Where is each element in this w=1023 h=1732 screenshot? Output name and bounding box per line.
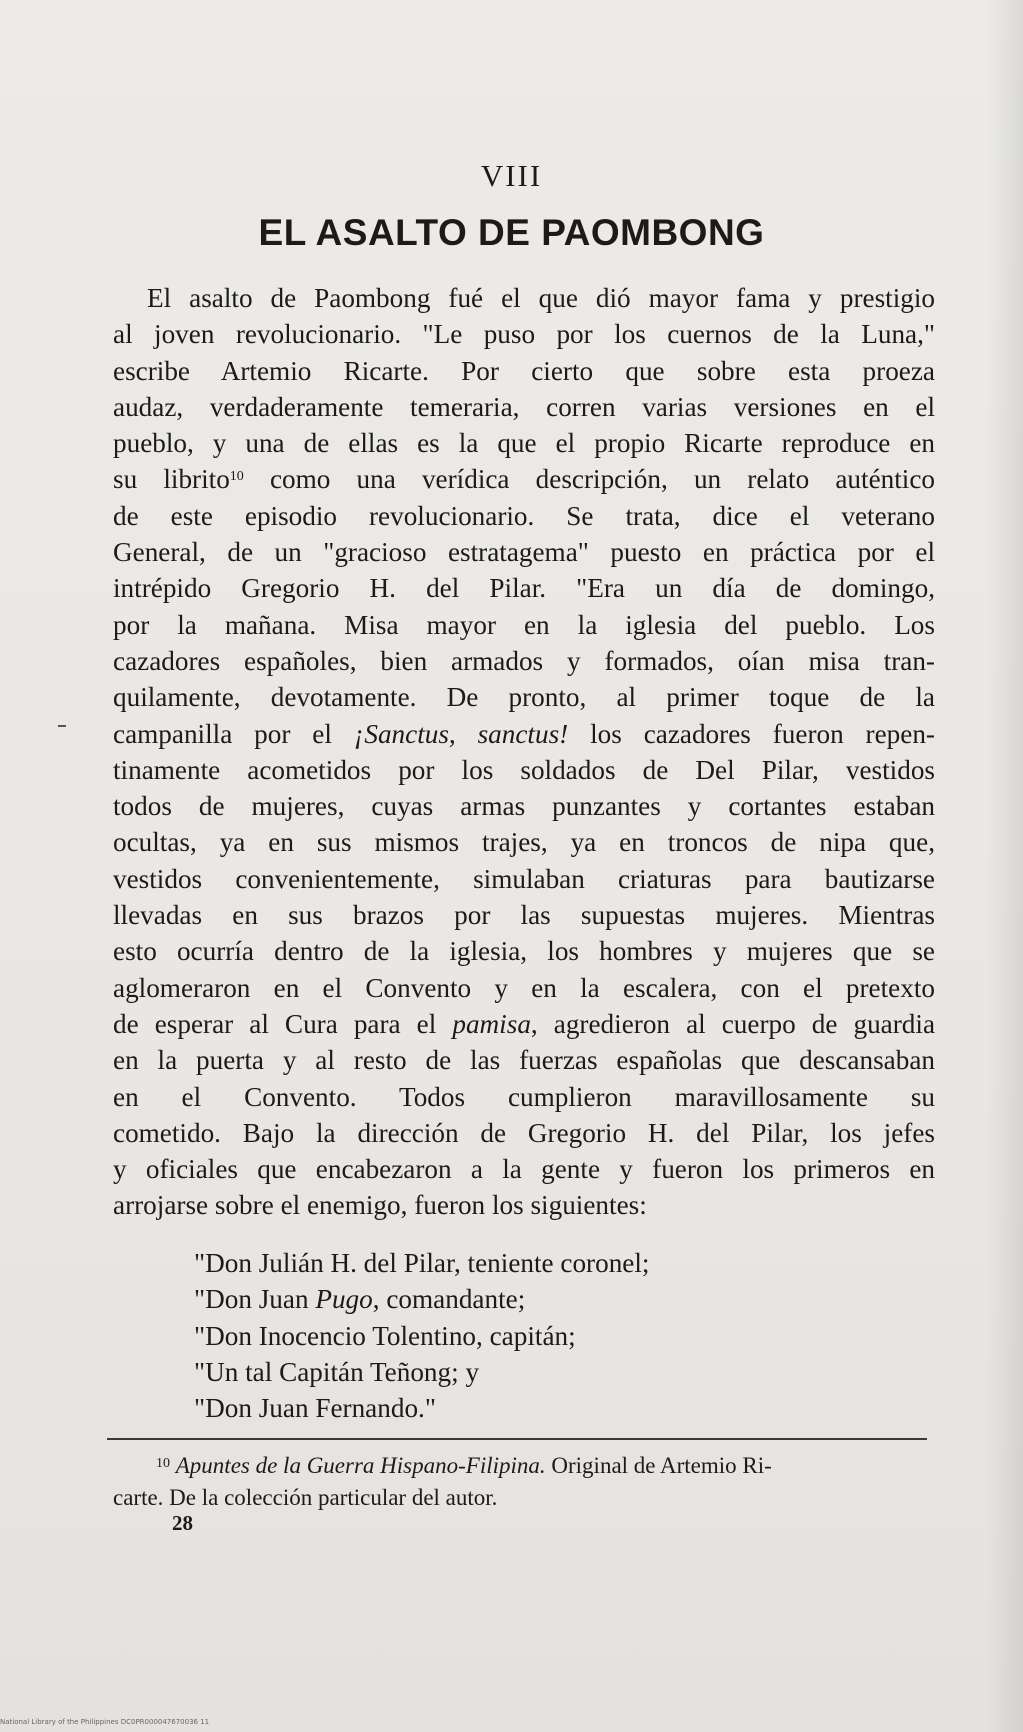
text-fragment: como una verídica descripción, un relato auténtico — [269, 464, 935, 495]
text-line — [113, 1006, 935, 1042]
list-item — [194, 1281, 649, 1317]
text-line: escribe Artemio Ricarte. Por cierto que sobre esta proeza — [113, 355, 935, 386]
text-fragment: su librito — [113, 464, 230, 495]
text-line: cazadores españoles, bien armados y formados, oían misa tran- — [113, 645, 935, 676]
text-line: en la puerta y al resto de las fuerzas españolas que descansaban — [113, 1045, 935, 1076]
text-line — [113, 461, 935, 497]
text-line: cometido. Bajo la dirección de Gregorio H. del Pilar, los jefes — [113, 1117, 935, 1148]
text-line: arrojarse sobre el enemigo, fueron los siguientes: — [113, 1190, 647, 1221]
chapter-number: VIII — [480, 158, 543, 193]
text-fragment: de esperar al Cura para el — [113, 1008, 453, 1039]
text-fragment: , agredieron al cuerpo de guardia — [530, 1008, 935, 1039]
text-line — [113, 716, 935, 752]
text-line: intrépido Gregorio H. del Pilar. "Era un día de domingo, — [113, 573, 935, 604]
scan-mark — [58, 725, 66, 727]
footnote-reference: 10 — [229, 469, 244, 485]
text-line: de este episodio revolucionario. Se trata, dice el veterano — [113, 500, 935, 531]
text-line: ocultas, ya en sus mismos trajes, ya en troncos de nipa que, — [113, 827, 935, 858]
text-line: General, de un "gracioso estratagema" puesto en práctica por el — [113, 537, 935, 568]
text-line: El asalto de Paombong fué el que dió mayor fama y prestigio — [147, 283, 935, 313]
text-line: en el Convento. Todos cumplieron maravillosamente su — [113, 1081, 935, 1112]
text-line: pueblo, y una de ellas es la que el propio Ricarte reproduce en — [113, 428, 935, 459]
page-edge-shadow — [987, 0, 1023, 1732]
footnote-source-title: Apuntes de la Guerra Hispano-Filipina. — [175, 1453, 546, 1478]
italic-fragment: Pugo — [315, 1284, 373, 1315]
text-fragment: "Don Juan — [194, 1284, 316, 1315]
officers-list — [194, 1245, 649, 1426]
text-line: al joven revolucionario. "Le puso por los cuernos de la Luna," — [113, 319, 935, 350]
body-paragraph — [113, 280, 935, 1224]
chapter-title: EL ASALTO DE PAOMBONG — [258, 212, 765, 253]
list-item: "Don Juan Fernando." — [194, 1393, 436, 1424]
archive-caption: National Library of the Philippines DC0PR000047670036 11 — [0, 1718, 210, 1726]
text-line: aglomeraron en el Convento y en la escalera, con el pretexto — [113, 972, 935, 1003]
text-line: vestidos convenientemente, simulaban criaturas para bautizarse — [113, 863, 935, 894]
footnote-line: carte. De la colección particular del autor. — [113, 1485, 498, 1510]
text-line: tinamente acometidos por los soldados de Del Pilar, vestidos — [113, 754, 935, 785]
text-line: quilamente, devotamente. De pronto, al primer toque de la — [113, 682, 935, 713]
footnote-divider — [107, 1438, 927, 1440]
text-fragment: , comandante; — [372, 1284, 526, 1315]
footnote-line — [113, 1450, 933, 1482]
list-item: "Don Julián H. del Pilar, teniente coronel; — [194, 1248, 650, 1278]
list-item: "Don Inocencio Tolentino, capitán; — [194, 1320, 576, 1351]
text-line: y oficiales que encabezaron a la gente y fueron los primeros en — [113, 1154, 935, 1185]
text-fragment: Original de Artemio Ri- — [545, 1453, 772, 1478]
footnote — [113, 1450, 933, 1514]
page-number: 28 — [172, 1511, 193, 1535]
text-fragment: campanilla por el — [113, 718, 354, 749]
text-line: por la mañana. Misa mayor en la iglesia del pueblo. Los — [113, 609, 935, 640]
text-fragment: los cazadores fueron repen- — [568, 718, 935, 749]
italic-fragment: pamisa — [452, 1008, 531, 1039]
list-item: "Un tal Capitán Teñong; y — [194, 1356, 480, 1387]
text-line: audaz, verdaderamente temeraria, corren varias versiones en el — [113, 391, 935, 422]
text-line: todos de mujeres, cuyas armas punzantes y cortantes estaban — [113, 791, 935, 822]
text-line: esto ocurría dentro de la iglesia, los hombres y mujeres que se — [113, 936, 935, 967]
footnote-marker: 10 — [156, 1456, 170, 1471]
text-line: llevadas en sus brazos por las supuestas mujeres. Mientras — [113, 900, 935, 931]
italic-fragment: ¡Sanctus, sanctus! — [353, 718, 569, 749]
